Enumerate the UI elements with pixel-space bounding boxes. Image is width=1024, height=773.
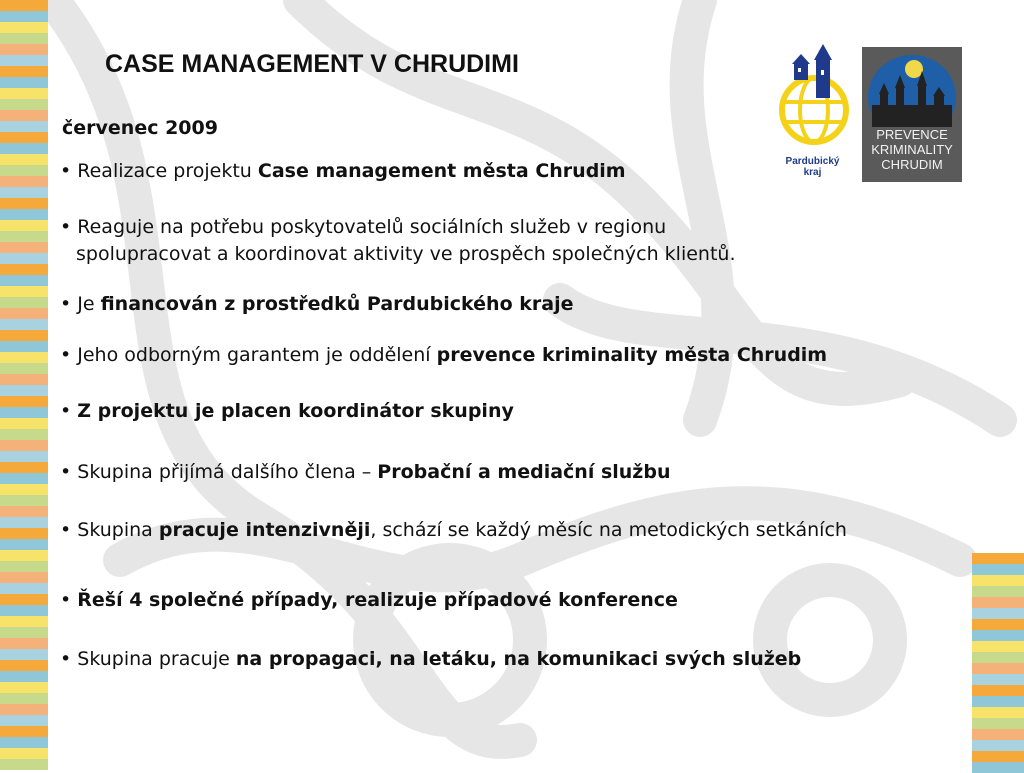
stripe-band (0, 297, 48, 308)
stripe-band (0, 583, 48, 594)
stripe-band (0, 352, 48, 363)
bullet-text-after: , schází se každý měsíc na metodických setkáních (370, 519, 847, 541)
stripe-band (0, 66, 48, 77)
stripe-band (0, 121, 48, 132)
stripe-band (0, 484, 48, 495)
stripe-band (0, 209, 48, 220)
stripe-band (0, 132, 48, 143)
bullet-bold: Case management města Chrudim (257, 160, 626, 182)
stripe-band (0, 330, 48, 341)
logo-line: PREVENCE (876, 127, 948, 142)
stripe-band (0, 33, 48, 44)
stripe-band (0, 594, 48, 605)
slide-date: červenec 2009 (62, 117, 218, 139)
stripe-band (0, 176, 48, 187)
stripe-band (0, 649, 48, 660)
stripe-band (0, 693, 48, 704)
bullet-bold: pracuje intenzivněji (158, 519, 371, 541)
bullet-text: Realizace projektu (71, 160, 258, 182)
stripe-band (972, 575, 1024, 586)
stripe-band (972, 597, 1024, 608)
stripe-band (0, 165, 48, 176)
bullet-symbol: • (60, 519, 72, 541)
stripe-band (0, 737, 48, 748)
stripe-band (0, 275, 48, 286)
stripe-band (0, 473, 48, 484)
stripe-band (0, 220, 48, 231)
stripe-band (0, 726, 48, 737)
stripe-band (0, 605, 48, 616)
stripe-band (0, 154, 48, 165)
stripe-band (0, 110, 48, 121)
pardubicky-kraj-logo (770, 40, 855, 185)
prevence-kriminality-logo (862, 47, 962, 182)
bullet-text: Je (71, 293, 101, 315)
bullet-symbol: • (60, 461, 72, 483)
bullet-symbol: • (60, 344, 72, 366)
stripe-band (0, 528, 48, 539)
stripe-band (972, 718, 1024, 729)
bullet-symbol: • (60, 160, 72, 182)
logo-line: KRIMINALITY (871, 142, 953, 157)
bullet-text: Skupina (71, 519, 159, 541)
pardubicky-logo-text (770, 156, 855, 178)
castle-globe-icon (770, 40, 855, 155)
stripe-band (0, 429, 48, 440)
bullet-text: Skupina přijímá dalšího člena – (71, 461, 378, 483)
bullet-symbol: • (60, 400, 72, 422)
stripe-band (972, 685, 1024, 696)
stripe-band (0, 462, 48, 473)
stripe-band (0, 407, 48, 418)
bullet-symbol: • (60, 293, 72, 315)
stripe-band (0, 572, 48, 583)
stripe-band (0, 385, 48, 396)
stripe-band (0, 198, 48, 209)
logo-line: Pardubický (785, 156, 840, 167)
bullet-item (60, 459, 671, 486)
stripe-band (0, 506, 48, 517)
stripe-band (0, 451, 48, 462)
bullet-item (60, 398, 514, 425)
bullet-symbol: • (60, 648, 72, 670)
stripe-band (0, 495, 48, 506)
stripe-band (972, 663, 1024, 674)
bullet-item (60, 291, 573, 318)
slide-title: CASE MANAGEMENT V CHRUDIMI (105, 50, 519, 78)
stripe-band (972, 619, 1024, 630)
stripe-band (972, 729, 1024, 740)
stripe-band (0, 748, 48, 759)
stripe-band (0, 638, 48, 649)
stripe-band (0, 231, 48, 242)
stripe-band (0, 759, 48, 770)
bullet-item (60, 342, 827, 369)
stripe-band (972, 630, 1024, 641)
stripe-band (0, 671, 48, 682)
stripe-band (0, 264, 48, 275)
bullet-bold: prevence kriminality města Chrudim (436, 344, 828, 366)
stripe-band (0, 715, 48, 726)
stripe-band (0, 44, 48, 55)
stripe-band (0, 99, 48, 110)
stripe-band (0, 77, 48, 88)
stripe-band (0, 187, 48, 198)
stripe-band (972, 696, 1024, 707)
stripe-band (0, 660, 48, 671)
left-color-stripe (0, 0, 48, 768)
bullet-item (60, 587, 678, 614)
stripe-band (0, 341, 48, 352)
stripe-band (972, 751, 1024, 762)
bullet-bold: Řeší 4 společné případy, realizuje případové konference (77, 589, 678, 611)
bullet-text: Reaguje na potřebu poskytovatelů sociálních služeb v regionu (71, 216, 667, 238)
stripe-band (972, 740, 1024, 751)
stripe-band (0, 286, 48, 297)
stripe-band (0, 627, 48, 638)
bullet-text: Skupina pracuje (71, 648, 236, 670)
stripe-band (0, 418, 48, 429)
stripe-band (0, 308, 48, 319)
bullet-bold: Z projektu je placen koordinátor skupiny (77, 400, 514, 422)
bullet-item (60, 646, 801, 673)
stripe-band (0, 253, 48, 264)
bullet-text-continuation: spolupracovat a koordinovat aktivity ve prospěch společných klientů. (76, 243, 736, 265)
stripe-band (0, 517, 48, 528)
stripe-band (0, 704, 48, 715)
stripe-band (0, 0, 48, 11)
stripe-band (0, 682, 48, 693)
stripe-band (0, 242, 48, 253)
stripe-band (0, 319, 48, 330)
bullet-item (60, 517, 847, 544)
stripe-band (0, 363, 48, 374)
stripe-band (0, 539, 48, 550)
bullet-bold: Probační a mediační službu (377, 461, 671, 483)
bullet-bold: na propagaci, na letáku, na komunikaci svých služeb (235, 648, 802, 670)
stripe-band (0, 11, 48, 22)
stripe-band (0, 396, 48, 407)
stripe-band (972, 674, 1024, 685)
stripe-band (972, 608, 1024, 619)
stripe-band (0, 561, 48, 572)
stripe-band (972, 564, 1024, 575)
bullet-symbol: • (60, 589, 72, 611)
right-color-stripe (972, 553, 1024, 768)
stripe-band (972, 553, 1024, 564)
stripe-band (0, 616, 48, 627)
stripe-band (0, 22, 48, 33)
bullet-item (60, 214, 735, 268)
stripe-band (0, 55, 48, 66)
stripe-band (0, 374, 48, 385)
bullet-bold: financován z prostředků Pardubického kraje (100, 293, 574, 315)
bullet-item (60, 158, 626, 185)
city-skyline-icon (862, 47, 962, 127)
bullet-symbol: • (60, 216, 72, 238)
stripe-band (0, 440, 48, 451)
stripe-band (0, 143, 48, 154)
logo-line: CHRUDIM (881, 157, 943, 172)
logo-line: kraj (803, 167, 822, 178)
stripe-band (972, 641, 1024, 652)
stripe-band (0, 550, 48, 561)
stripe-band (972, 707, 1024, 718)
prevence-logo-text (862, 127, 962, 172)
stripe-band (972, 652, 1024, 663)
stripe-band (0, 88, 48, 99)
bullet-text: Jeho odborným garantem je oddělení (71, 344, 437, 366)
stripe-band (972, 586, 1024, 597)
